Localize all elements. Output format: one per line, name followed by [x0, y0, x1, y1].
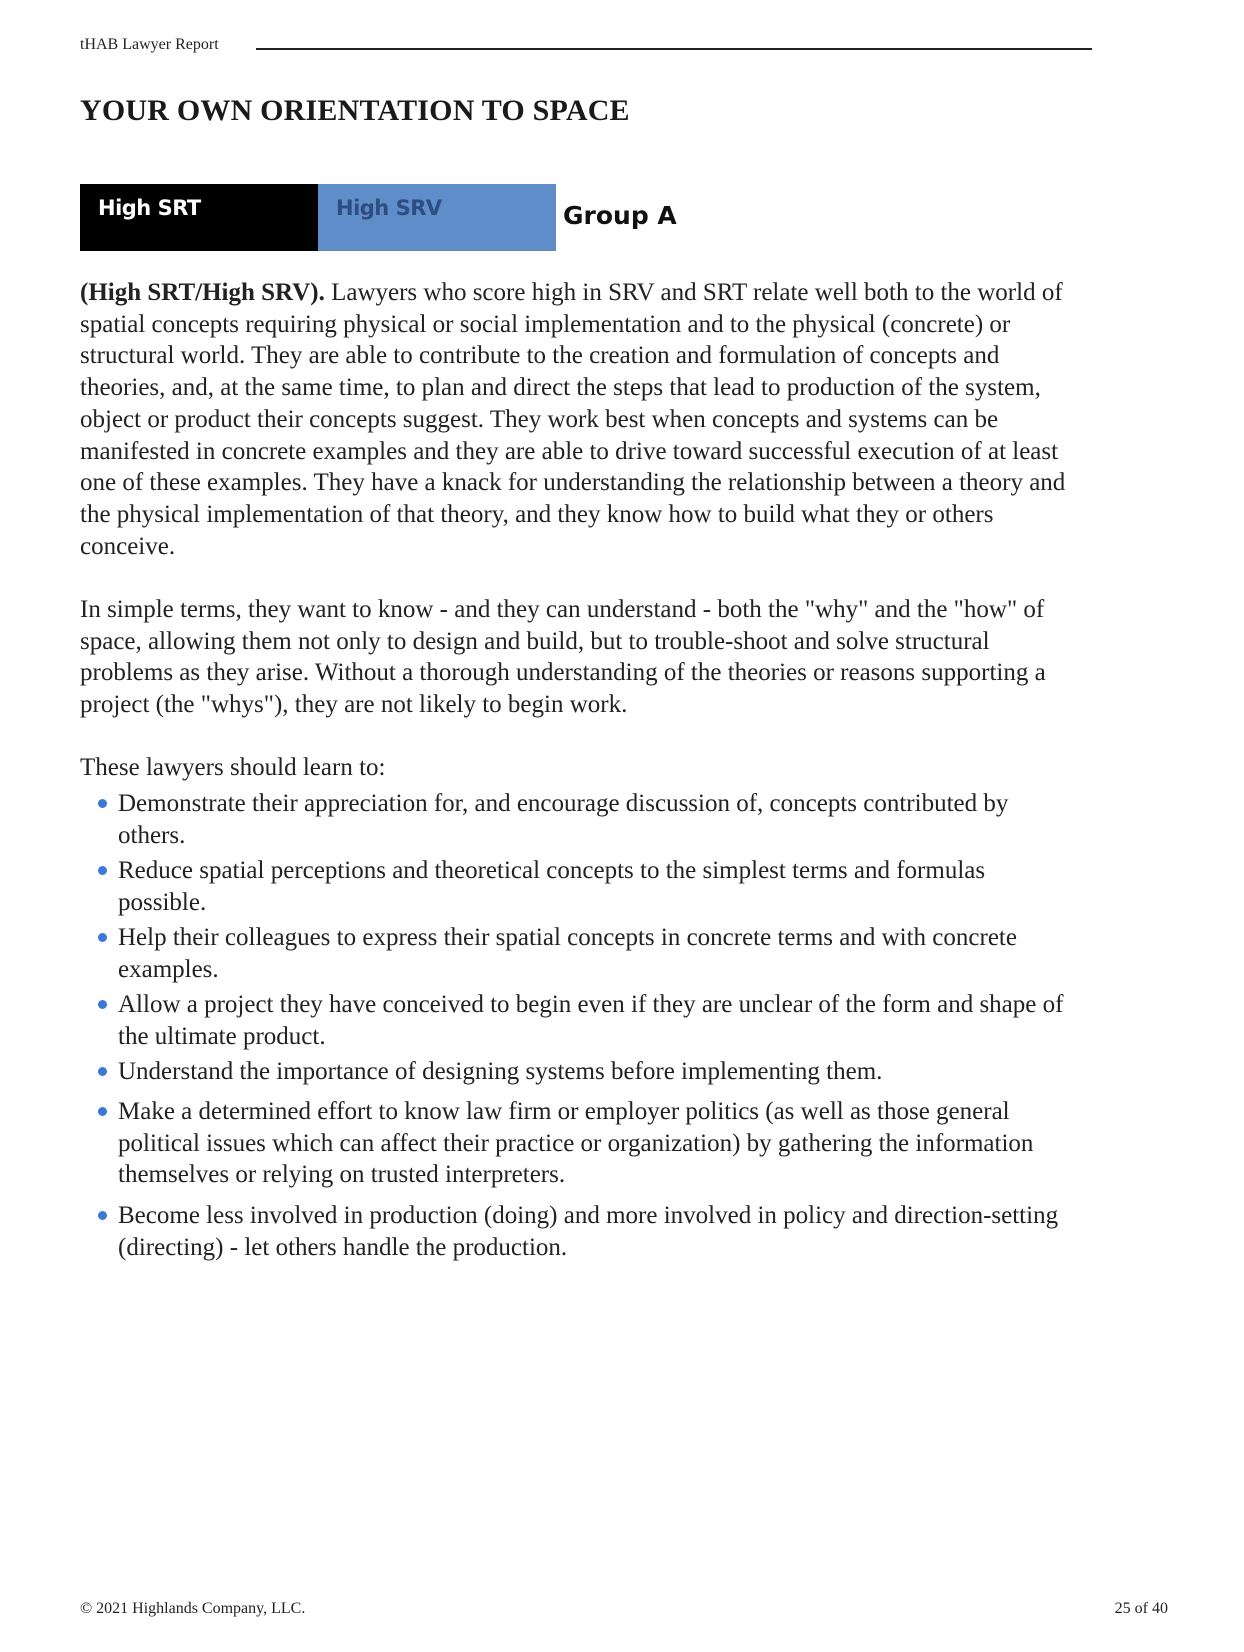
list-item: [80, 855, 1080, 918]
bullet-dot-icon: [98, 1000, 107, 1009]
page-title: YOUR OWN ORIENTATION TO SPACE: [80, 94, 630, 127]
score-badges: [80, 184, 556, 251]
high-srv-badge: High SRV: [318, 184, 556, 251]
bullet-dot-icon: [98, 799, 107, 808]
list-item-text: Understand the importance of designing systems before implementing them.: [118, 1058, 883, 1085]
list-item-text: Become less involved in production (doing) and more involved in policy and direction-setting (directing) - let others handle the production.: [118, 1202, 1059, 1261]
intro-paragraph: [80, 277, 1080, 562]
list-item: [80, 1056, 1080, 1088]
list-item: [80, 1200, 1080, 1263]
list-item: [80, 788, 1080, 851]
group-label: Group A: [563, 201, 677, 230]
learn-to-intro: These lawyers should learn to:: [80, 754, 386, 781]
bullet-dot-icon: [98, 1107, 107, 1116]
high-srt-badge: High SRT: [80, 184, 318, 251]
list-item-text: Allow a project they have conceived to begin even if they are unclear of the form and shape of the ultimate product.: [118, 991, 1064, 1050]
list-item-text: Help their colleagues to express their spatial concepts in concrete terms and with concrete examples.: [118, 924, 1017, 983]
report-header-title: tHAB Lawyer Report: [80, 36, 219, 53]
list-item-text: Reduce spatial perceptions and theoretical concepts to the simplest terms and formulas possible.: [118, 857, 986, 916]
intro-lead: (High SRT/High SRV).: [80, 279, 325, 306]
list-item: [80, 1096, 1080, 1191]
footer-copyright: © 2021 Highlands Company, LLC.: [80, 1600, 306, 1617]
bullet-dot-icon: [98, 1067, 107, 1076]
bullet-dot-icon: [98, 866, 107, 875]
intro-body: Lawyers who score high in SRV and SRT relate well both to the world of spatial concepts requiring physical or social implementation and to the physical (concrete) or structural world. They are able to contribute to the creation and formulation of concepts and theories, and, at the same time, to plan and direct the steps that lead to production of the system, object or product their concepts suggest. They work best when concepts and systems can be manifested in concrete examples and they are able to drive toward successful execution of at least one of these examples. They have a knack for understanding the relationship between a theory and the physical implementation of that theory, and they know how to build what they or others conceive.: [80, 279, 1066, 560]
header-rule: [256, 48, 1092, 50]
list-item: [80, 922, 1080, 985]
list-item-text: Demonstrate their appreciation for, and encourage discussion of, concepts contributed by others.: [118, 790, 1009, 849]
list-item: [80, 989, 1080, 1052]
bullet-dot-icon: [98, 1211, 107, 1220]
list-item-text: Make a determined effort to know law firm or employer politics (as well as those general political issues which can affect their practice or organization) by gathering the information themselves or relying on trusted interpreters.: [118, 1098, 1034, 1189]
simple-terms-paragraph: In simple terms, they want to know - and they can understand - both the "why" and the "how" of space, allowing them not only to design and build, but to trouble-shoot and solve structural problems as they arise. Without a thorough understanding of the theories or reasons supporting a project (the "whys"), they are not likely to begin work.: [80, 596, 1046, 719]
bullet-dot-icon: [98, 933, 107, 942]
footer-page-number: 25 of 40: [1114, 1600, 1168, 1617]
